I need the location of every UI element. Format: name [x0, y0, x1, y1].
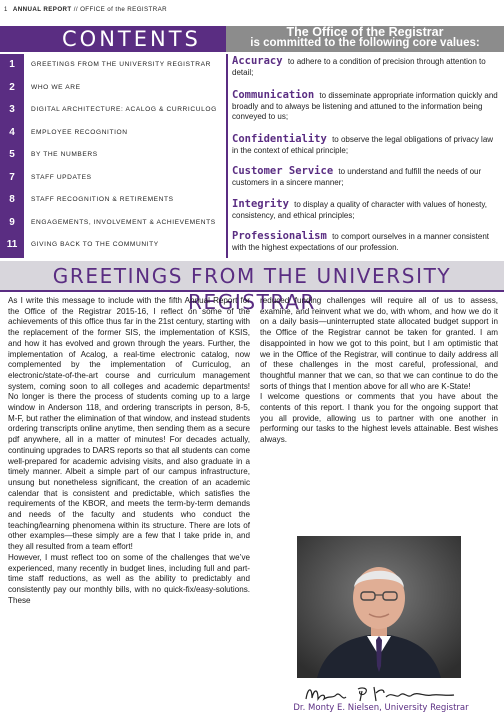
toc-item[interactable]: [0, 234, 226, 256]
toc-item[interactable]: [0, 189, 226, 211]
toc-page-number: 9: [9, 216, 15, 228]
toc-page-number: 11: [6, 239, 18, 250]
core-value-text: to adhere to a condition of precision through attention to detail;: [232, 57, 486, 77]
toc-page-number: 7: [9, 171, 15, 183]
toc-item[interactable]: [0, 77, 226, 99]
core-value-item: [232, 199, 500, 221]
signature: [300, 683, 460, 705]
toc-item[interactable]: [0, 212, 226, 234]
toc-item-label: ENGAGEMENTS, INVOLVEMENT & ACHIEVEMENTS: [31, 218, 216, 226]
core-values-title-line1: The Office of the Registrar: [286, 25, 444, 39]
core-value-item: [232, 90, 500, 123]
toc-page-number: 5: [9, 149, 15, 160]
core-value-item: [232, 56, 500, 78]
letter-column-right: [260, 296, 498, 446]
letter-paragraph: As I write this message to include with the fifth Annual Report for the Office of the Registrar 2015-16, I reflect on some of the achievements of this office thus far in the 21st century, starting with the replacement of the former SIS, the implementation of KSIS, and how it has evolved and grown through the years. Further, the implementation of Acalog, a real-time electronic catalog, now complemented by the implementation of Curriculog, an electronic/state-of-the-art course and curriculum management system, coming soon to all colleges and academic departments! No longer is there the process of students coming up to a large window in Anderson 118, and ordering transcripts in person, 8-5, M-F, but rather the elimination of that window, and instead students ordering transcripts online anytime, then sending them as a secure pdf anywhere, all in a matter of minutes! For decades actually, continuing upgrades to DARS reports so that all students can come well-prepared for academic advising visits, and also graduate in a timely manner. Albeit a simple part of our campus infrastructure, unsung but nonetheless significant, the creation of an academic calendar that is consistent and predictable, which satisfies the requirements of the KBOR, and meets the term-by-term demands and needs of the faculty and students who conduct the teaching/learning phenomena within its structure. There are lots of other examples—these simply are a few that I take pride in, and they all resulted from a team effort!: [8, 296, 250, 552]
core-value-text: to display a quality of character with values of honesty, consistency, and ethical principles;: [232, 200, 487, 220]
core-value-term: Professionalism: [232, 230, 327, 242]
signature-caption: Dr. Monty E. Nielsen, University Registrar: [293, 703, 469, 713]
toc-page-number: 3: [9, 104, 15, 115]
table-of-contents: [0, 54, 226, 258]
core-values-header: [226, 26, 504, 52]
toc-item[interactable]: [0, 54, 226, 76]
contents-title: CONTENTS: [62, 27, 201, 51]
core-value-term: Accuracy: [232, 55, 283, 67]
toc-page-number: 1: [9, 59, 15, 70]
toc-page-number: 2: [9, 81, 15, 93]
core-values-title-line2: is committed to the following core values:: [250, 37, 480, 49]
greetings-banner: [0, 261, 504, 314]
core-value-text: to understand and fulfill the needs of our customers in a sincere manner;: [232, 167, 482, 187]
core-value-term: Confidentiality: [232, 133, 327, 145]
toc-item[interactable]: [0, 99, 226, 121]
core-values-list: [226, 54, 504, 258]
header-separator: //: [73, 6, 78, 13]
letter-paragraph: I welcome questions or comments that you have about the contents of this report. I thank you for the ongoing support that you all provide, allowing us to partner with one another in performing our tasks to the highest levels attainable. Best wishes always.: [260, 392, 498, 445]
toc-item-label: BY THE NUMBERS: [31, 151, 98, 158]
contents-header: [0, 26, 226, 52]
report-subtitle: OFFICE of the REGISTRAR: [80, 6, 167, 13]
toc-item-label: DIGITAL ARCHITECTURE: ACALOG & CURRICULOG: [31, 106, 217, 113]
report-title: ANNUAL REPORT: [12, 6, 72, 13]
page-number: 1: [4, 7, 8, 13]
registrar-portrait: [297, 536, 461, 678]
letter-paragraph: reduced funding challenges will require all of us to assess, examine, and reinvent what we do, with whom, and how we do it on a daily basis—uninterrupted state allocated budget support in the Office of the Registrar cannot be taken for granted. I am disappointed in how we got to this point, but I am optimistic that we in the Office of the Registrar, will continue to daily address all of these challenges in the most careful, professional, and thoughtful manner that we can, so that we can continue to do the sorts of things that I mention above for all who are K-State!: [260, 296, 498, 391]
core-value-text: to observe the legal obligations of privacy law in the context of ethical principle;: [232, 135, 494, 155]
toc-item-label: STAFF UPDATES: [31, 173, 92, 181]
toc-item-label: GREETINGS FROM THE UNIVERSITY REGISTRAR: [31, 61, 211, 68]
core-value-term: Integrity: [232, 198, 289, 210]
toc-item-label: STAFF RECOGNITION & RETIREMENTS: [31, 196, 174, 203]
greetings-title: GREETINGS FROM THE UNIVERSITY REGISTRAR: [52, 264, 452, 314]
core-value-text: to comport ourselves in a manner consistent with the highest expectations of our profession.: [232, 232, 490, 252]
toc-page-number: 4: [9, 126, 15, 138]
toc-item-label: EMPLOYEE RECOGNITION: [31, 128, 128, 136]
toc-item[interactable]: [0, 167, 226, 189]
toc-item-label: GIVING BACK TO THE COMMUNITY: [31, 241, 159, 248]
core-value-item: [232, 134, 500, 156]
toc-item-label: WHO WE ARE: [31, 83, 81, 91]
toc-page-number: 8: [9, 194, 15, 205]
signature-scribble: [300, 683, 460, 705]
letter-paragraph: However, I must reflect too on some of the challenges that we’ve experienced, many recently in budget lines, including full and part-time staff reductions, as well as the ability to predictably and consistently pay our monthly bills, with no quick-fix/easy-solutions. These: [8, 552, 250, 605]
letter-column-left: [8, 296, 250, 606]
core-values-title: [226, 27, 504, 49]
running-header: [4, 6, 167, 13]
core-value-item: [232, 231, 500, 253]
core-value-term: Customer Service: [232, 165, 334, 177]
core-value-item: [232, 166, 500, 188]
core-value-text: to disseminate appropriate information quickly and broadly and to always be listening and attuned to the information being conveyed to us;: [232, 91, 498, 121]
portrait-illustration: [297, 536, 461, 678]
core-value-term: Communication: [232, 89, 315, 101]
toc-item[interactable]: [0, 122, 226, 144]
toc-item[interactable]: [0, 144, 226, 166]
